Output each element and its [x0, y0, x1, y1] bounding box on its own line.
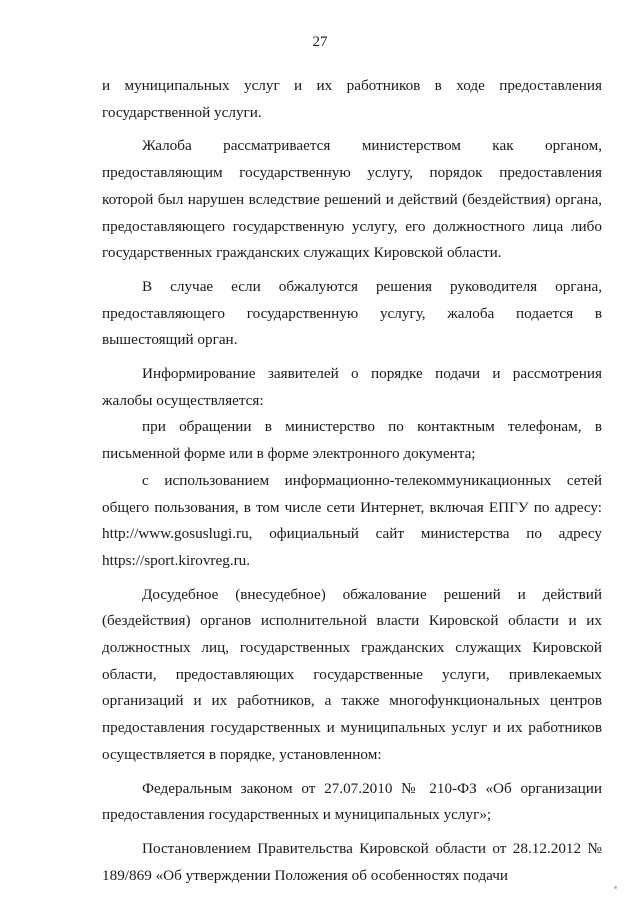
paragraph-head-appeal: В случае если обжалуются решения руководителя органа, предоставляющего государственную услугу, жалоба подается в вышестоящий орган. — [102, 277, 602, 349]
paragraph-continuation: и муниципальных услуг и их работников в ходе предоставления государственной услуги. — [102, 77, 602, 121]
paragraph-internet: с использованием информационно-телекоммуникационных сетей общего пользования, в том числе сети Интернет, включая ЕПГУ по адресу: http://www.gosuslugi.ru, официальный сайт министерства по адресу https://sport.kirovreg.ru. — [102, 471, 602, 569]
page-number: 27 — [312, 34, 328, 50]
paragraph-government-decree: Постановлением Правительства Кировской области от 28.12.2012 № 189/869 «Об утверждении Положения об особенностях подачи — [102, 839, 602, 884]
paragraph-complaint-review: Жалоба рассматривается министерством как органом, предоставляющим государственную услугу, порядок предоставления которой был нарушен вследствие решений и действий (бездействия) органа, предоставляющего государственную услугу, его должностного лица либо государственных гражданских служащих Кировской области. — [102, 137, 602, 262]
paragraph-pretrial-appeal: Досудебное (внесудебное) обжалование решений и действий (бездействия) органов исполнительной власти Кировской области и их должностных лиц, государственных гражданских служащих Кировской области, предоставляющих государственные услуги, привлекаемых организаций и их работников, а также многофункциональных центров предоставления государственных и муниципальных услуг и их работников осуществляется в порядке, установленном: — [102, 585, 602, 763]
scan-speck — [614, 886, 617, 889]
paragraph-by-phone: при обращении в министерство по контактным телефонам, в письменной форме или в форме электронного документа; — [102, 418, 602, 463]
document-body — [102, 73, 602, 889]
paragraph-federal-law: Федеральным законом от 27.07.2010 № 210-ФЗ «Об организации предоставления государственных и муниципальных услуг»; — [102, 779, 602, 824]
paragraph-informing: Информирование заявителей о порядке подачи и рассмотрения жалобы осуществляется: — [102, 365, 602, 409]
